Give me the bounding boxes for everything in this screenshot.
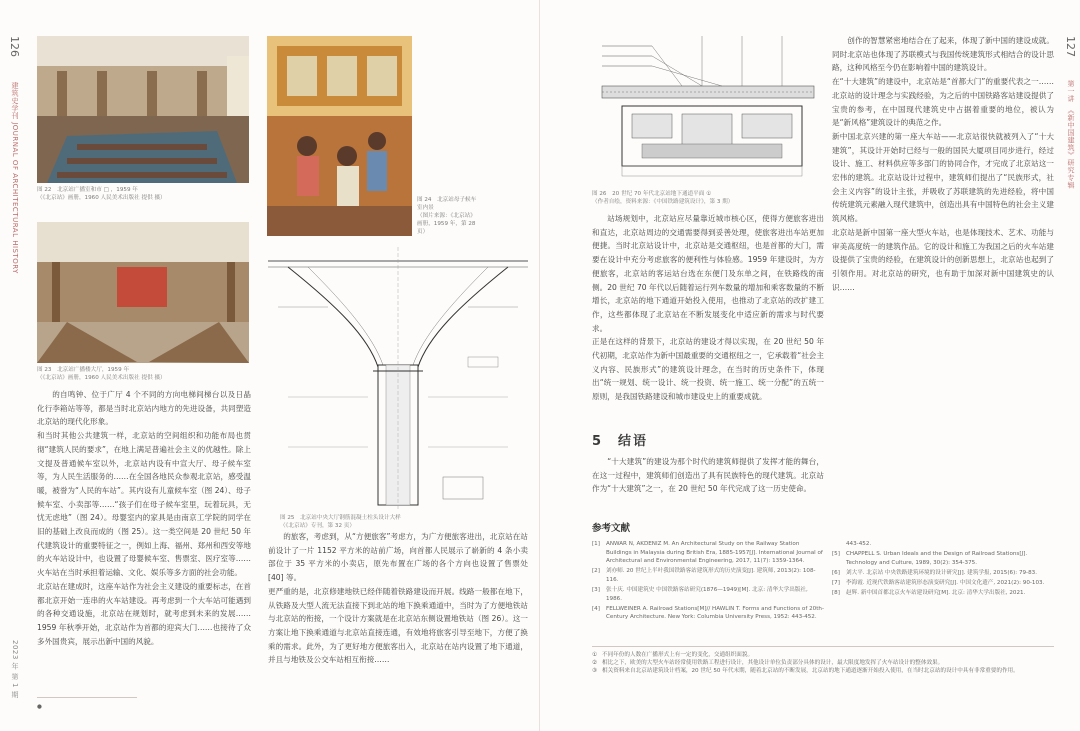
figure-24-photo (267, 36, 412, 236)
body-column-2 (268, 530, 528, 700)
footnotes (592, 651, 1054, 675)
footnote-marker: ● (37, 704, 42, 710)
right-page (540, 0, 1080, 731)
reference-entry: [2] 刘亦师. 20 世纪上半叶我国铁路客站建筑形式的历史演变[J]. 建筑师, 2013(2): 108-116. (592, 568, 816, 583)
footnote: ② 相比之下，欧美的大型火车站经常使用铁路工程进行设计，其他设计单位负责部分具体的设计，最大限度地发挥了火车站设计的整体效果。 (592, 660, 944, 666)
figure-26-caption: 图 26 20 世纪 70 年代北京站地下通道平面 ① （作者自绘，资料来源：《中国铁路建筑设计》，第 3 期） (592, 191, 734, 205)
reference-entry: [3] 张十庆. 中国建筑史 中国铁路客站研究(1876—1949)[M]. 北京: 清华大学出版社, 1986. (592, 586, 808, 602)
conclusion-paragraph-block (592, 455, 824, 505)
body-paragraph: 的自鸣钟、位于广厅 4 个不同的方向电梯间梯台以及日晶化行李箱站等等，都是当时北京站内地方的先进设备，共同塑造北京站的现代化形象。 和当时其他公共建筑一样，北京站的空间组织和功能布局也贯彻“建筑人民的要求”，在地上满足普遍社会主义的优越性。除上文提及普通候车室以外，北京站内设有中宣大厅、母子候车室等，为人民生活服务的……在全国各地民众参观北京站，感受温暖，被誉为“人民的车站”。其内设有儿童候车室（图 24）、母子候车室、小卖部等……“孩子们在母子候车室里，玩着玩具，无忧无虑地”（图 24）。母婴室内的家具是由南京工学院的同学在旧的基础上改良而成的（图 25）。这一类空间是 20 世纪 50 年代建筑设计的重要特征之一，例如上海、福州、郑州和西安等地的火车站设计中，也设置了母婴候车室、售票室、医疗室等……火车站在当时承担着运输、文化、娱乐等多方面的社会功能。 北京站在建成时，这座车站作为社会主义建设的重要标志，在首都北京开始一连串的火车站建设。再考虑到一个大车站可能遇到的各种交通设施，北京站在规划时，就考虑到未来的发展……1959 年秋季开始，北京站作为首都的迎宾大门……也接待了众多外国贵宾，展示出新中国的风貌。 (37, 390, 251, 646)
figure-22-caption: 图 22 北京站广播室和市 □ ，1959 年 （《北京站》画册，1960 人民美术出版社 提供 摄） (37, 187, 166, 201)
reference-entry: 443-452. (846, 541, 872, 547)
figure-25-drawing (268, 247, 528, 509)
running-head: 建筑史学刊 JOURNAL OF ARCHITECTURAL HISTORY (11, 82, 19, 274)
figure-23-photo (37, 222, 249, 363)
reference-entry: [5] CHAPPELL S. Urban Ideals and the Design of Railroad Stations[J]. Technology and Culture, 1989, 30(2): 354-375. (832, 551, 1028, 566)
references-list-left (592, 540, 824, 623)
page-number: 126 (8, 36, 21, 57)
figure-22-photo (37, 36, 249, 183)
page-number: 127 (1064, 36, 1077, 57)
footnote-rule (37, 697, 137, 698)
references-list-right (832, 540, 1054, 599)
footnote-rule (592, 646, 1054, 647)
figure-25-caption: 图 25 北京站中央大厅钢筋混凝土柱头设计大样 （《北京站》专刊，第 32 页） (280, 515, 401, 529)
section-heading: 5 结语 (592, 434, 649, 449)
reference-entry: [1] ANWAR N, AKDENIZ M. An Architectural Study on the Railway Station Buildings in Malaysia during British Era, 1885-1957[J]. International Journal of Architectural and Environmental Engineering, 2017, 11(7): 1359-1364. (592, 541, 823, 565)
running-head: 第一讲 《新中国建筑》研究专辑 (1067, 80, 1075, 189)
body-paragraph: 的旅客，考虑到，从“方便旅客”考虑方，为广方便旅客进出，北京站在站前设计了一片 1152 平方米的站前广场，向首都人民展示了崭新的 4 条小卖部位于 35 平方米的小卖店，原先布置在广场的各个方向也设置了售票处 [40] 等。 更严重的是，北京修建地铁已经伴随着铁路建设而开展。线路一般都在地下，从铁路及大型人流无法直接下到北站的地下换乘通道中，当时为了方便地铁站与北京站的衔接，一个设计方案就是在北京站东侧设置地铁站（图 26）。这一方案让地下换乘通道与北京站直接连通，有效地将旅客引导至地下，方便了换乘的需求。此外，为了更好地方便旅客出入，北京站在站内设置了地下通道，并且与地铁及公交车站相互衔接…… (268, 532, 528, 665)
body-column-1 (592, 212, 824, 414)
footnote-left (37, 703, 257, 711)
body-paragraph: 创作的智慧紧密地结合在了起来，体现了新中国的建设成就。同时北京站也体现了苏联模式与我国传统建筑形式相结合的设计思路，这种风格至今仍在影响着中国的建筑设计。 在“十大建筑”的建设中，北京站是“首都大门”的重要代表之一……北京站的设计理念与实践经验，为之后的中国铁路客站建设提供了宝贵的参考，在中国现代建筑史中占据着重要的地位，被认为是“新风格”建筑设计的典范之作。 新中国北京兴建的第一座大车站——北京站很快就被列入了“十大建筑”，其设计开始时已经与一般的国民大厦项目同步进行，经过设计、施工、材料供应等多部门的协同合作，才完成了北京站这一宏伟的建筑。北京站设计过程中，建筑师们提出了“民族形式，社会主义内容”的设计主张，并吸收了苏联建筑的先进经验，将中国传统建筑元素融入现代建筑中，创造出具有中国特色的社会主义建筑风格。 北京站是新中国第一座大型火车站，也是体现技术、艺术、功能与审美高度统一的建筑作品。它的设计和施工为我国之后的火车站建设提供了宝贵的经验，在建筑设计的创新思想上，北京站也起到了引领作用。对北京站的研究，也有助于加深对新中国建筑史的认识…… (832, 36, 1054, 292)
issue-label: 2023 年 第 1 期 (11, 640, 19, 699)
reference-entry: [8] 赵辉. 新中国首都北京火车站建设研究[M]. 北京: 清华大学出版社, 2021. (832, 589, 1026, 596)
figure-24-caption: 图 24 北京站母子候车室内景 （图片来源：《北京站》画册，1959 年，第 28 页） (417, 197, 477, 235)
references-title: 参考文献 (592, 523, 631, 534)
footnote: ① 不同年份的人数在广播形式上有一定的变化，交通组织面貌。 (592, 652, 754, 658)
figure-26-plan (592, 26, 824, 186)
body-column-1 (37, 388, 251, 678)
reference-entry: [7] 李海霞. 近现代铁路客站建筑形态演变研究[J]. 中国文化遗产, 2021(2): 90-103. (832, 579, 1045, 586)
body-paragraph: “十大建筑”的建设为那个时代的建筑师提供了发挥才能的舞台，在这一过程中，建筑师们创造出了具有民族特色的现代建筑。北京站作为“十大建筑”之一，在 20 世纪 50 年代完成了这一历史使命。 (592, 457, 824, 494)
reference-entry: [4] FELLWEINER A. Railroad Stations[M]// HAWLIN T. Forms and Functions of 20th-Century Architecture. New York: Columbia University Press, 1952: 443-452. (592, 605, 824, 621)
body-paragraph: 站场规划中，北京站应尽量靠近城市核心区，使得方便旅客进出和直达，北京站周边的交通需要得到妥善处理，使旅客进出车站更加便捷。当时北京站设计中，北京站是交通枢纽，也是首都的大门，需要在设计中充分考虑旅客的便利性与体验感。1959 年建设时，为方便旅客，北京站的客运站台选在东便门及东单之间，在铁路线的南侧。20 世纪 70 年代以后随着运行列车数量的增加和乘客数量的不断增长，北京站的地下通道开始投入使用，也推动了北京站的改扩建工作，这些都体现了北京站在不断发展变化中适应新的需求与时代要求。 正是在这样的背景下，北京站的建设才得以实现，在 20 世纪 50 年代初期，北京站作为新中国最重要的交通枢纽之一，它承载着“社会主义内容、民族形式”的建筑设计理念，在当时的历史条件下，体现出“统一规划、统一设计、统一投资、统一施工、统一分配”的五统一原则，是我国铁路建设和城市建设史上的重要成就。 (592, 214, 824, 402)
figure-23-caption: 图 23 北京站广播楼大厅，1959 年 （《北京站》画册，1960 人民美术出版社 提供 摄） (37, 367, 166, 381)
footnote: ③ 相关资料来自北京站建筑设计档案，20 世纪 50 年代末期，随着北京站的不断发展，北京站的地下通道逐渐开始投入使用，在当时北京站的设计中具有非常重要的作用。 (592, 668, 1019, 674)
reference-entry: [6] 刘大平. 北京站 中央铁路建筑环境的设计研究[J]. 建筑学报, 2015(6): 79-83. (832, 569, 1037, 576)
body-column-2 (832, 34, 1054, 506)
